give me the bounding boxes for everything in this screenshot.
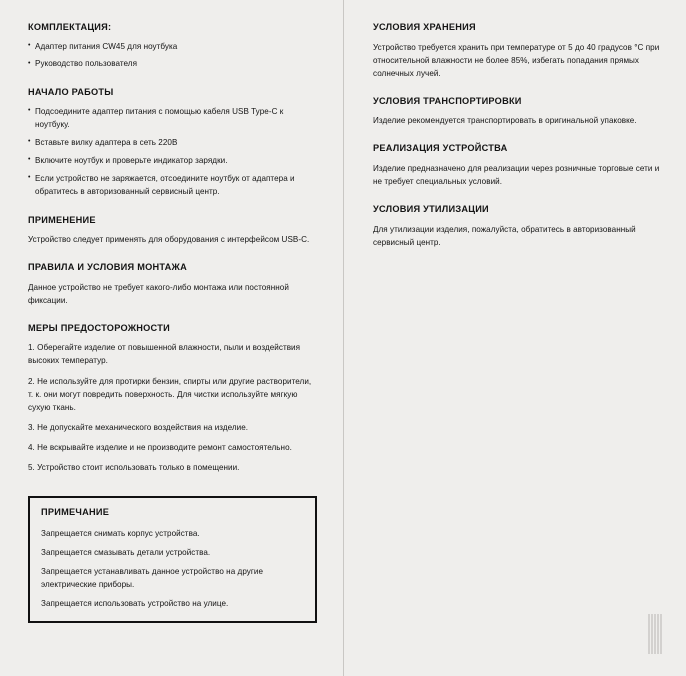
- section-title-usloviya-utilizacii: УСЛОВИЯ УТИЛИЗАЦИИ: [373, 204, 489, 215]
- list-item: • Подсоедините адаптер питания с помощью кабеля USB Type-C к ноутбуку.: [28, 106, 317, 132]
- list-item: • Включите ноутбук и проверьте индикатор зарядки.: [28, 155, 317, 168]
- section-realizaciya-ustroystva: [373, 143, 666, 188]
- list-item: • Если устройство не заряжается, отсоедините ноутбук от адаптера и обратитесь в авторизованный сервисный центр.: [28, 173, 317, 199]
- section-usloviya-utilizacii: [373, 204, 666, 249]
- section-pravila-montazha: [28, 262, 317, 307]
- list-item: 3. Не допускайте механического воздействия на изделие.: [28, 422, 249, 432]
- section-title-usloviya-transportirovki: УСЛОВИЯ ТРАНСПОРТИРОВКИ: [373, 95, 522, 106]
- list-item: 4. Не вскрывайте изделие и не производите ремонт самостоятельно.: [28, 442, 292, 452]
- paragraph: Изделие рекомендуется транспортировать в оригинальной упаковке.: [373, 116, 637, 126]
- section-mery-predostorozhnosti: [28, 323, 317, 474]
- section-usloviya-hraneniya: [373, 22, 666, 80]
- note-line: Запрещается устанавливать данное устройство на другие электрические приборы.: [41, 566, 264, 590]
- komplektaciya-list: [28, 41, 317, 72]
- paragraph: Для утилизации изделия, пожалуйста, обратитесь в авторизованный сервисный центр.: [373, 224, 636, 247]
- section-komplektaciya: [28, 22, 317, 71]
- section-title-nachalo-raboty: НАЧАЛО РАБОТЫ: [28, 87, 114, 98]
- section-title-primechanie: ПРИМЕЧАНИЕ: [41, 507, 110, 518]
- section-usloviya-transportirovki: [373, 96, 666, 128]
- section-title-realizaciya-ustroystva: РЕАЛИЗАЦИЯ УСТРОЙСТВА: [373, 143, 508, 154]
- nachalo-raboty-list: [28, 106, 317, 199]
- list-item: • Вставьте вилку адаптера в сеть 220В: [28, 137, 317, 150]
- right-column: [343, 0, 686, 676]
- section-title-primenenie: ПРИМЕНЕНИЕ: [28, 214, 96, 225]
- paragraph: Данное устройство не требует какого-либо монтажа или постоянной фиксации.: [28, 282, 289, 305]
- section-title-komplektaciya: КОМПЛЕКТАЦИЯ:: [28, 22, 112, 32]
- paragraph: Устройство следует применять для оборудования с интерфейсом USB-C.: [28, 235, 310, 244]
- list-item: 1. Оберегайте изделие от повышенной влажности, пыли и воздействия высоких температур.: [28, 343, 301, 366]
- note-line: Запрещается снимать корпус устройства.: [41, 528, 200, 538]
- barcode-mark: [648, 614, 664, 654]
- mery-predostorozhnosti-list: [28, 341, 317, 474]
- section-title-pravila-montazha: ПРАВИЛА И УСЛОВИЯ МОНТАЖА: [28, 262, 187, 273]
- section-title-mery-predostorozhnosti: МЕРЫ ПРЕДОСТОРОЖНОСТИ: [28, 322, 170, 333]
- section-title-usloviya-hraneniya: УСЛОВИЯ ХРАНЕНИЯ: [373, 22, 476, 32]
- paragraph: Устройство требуется хранить при температуре от 5 до 40 градусов °C при относительной влажности не более 85%, избегать попадания прямых солнечных лучей.: [373, 42, 660, 78]
- note-box-primechanie: [28, 496, 317, 623]
- list-item: • Адаптер питания CW45 для ноутбука: [28, 41, 317, 54]
- paragraph: Изделие предназначено для реализации через розничные торговые сети и не требует специальных условий.: [373, 163, 660, 187]
- note-line: Запрещается использовать устройство на улице.: [41, 599, 229, 609]
- list-item: 2. Не используйте для протирки бензин, спирты или другие растворители, т. к. они могут повредить поверхность. Для чистки используйте мягкую сухую ткань.: [28, 376, 312, 412]
- section-nachalo-raboty: [28, 87, 317, 198]
- section-primenenie: [28, 215, 317, 247]
- list-item: • Руководство пользователя: [28, 58, 317, 71]
- list-item: 5. Устройство стоит использовать только в помещении.: [28, 463, 240, 473]
- note-line: Запрещается смазывать детали устройства.: [41, 547, 211, 557]
